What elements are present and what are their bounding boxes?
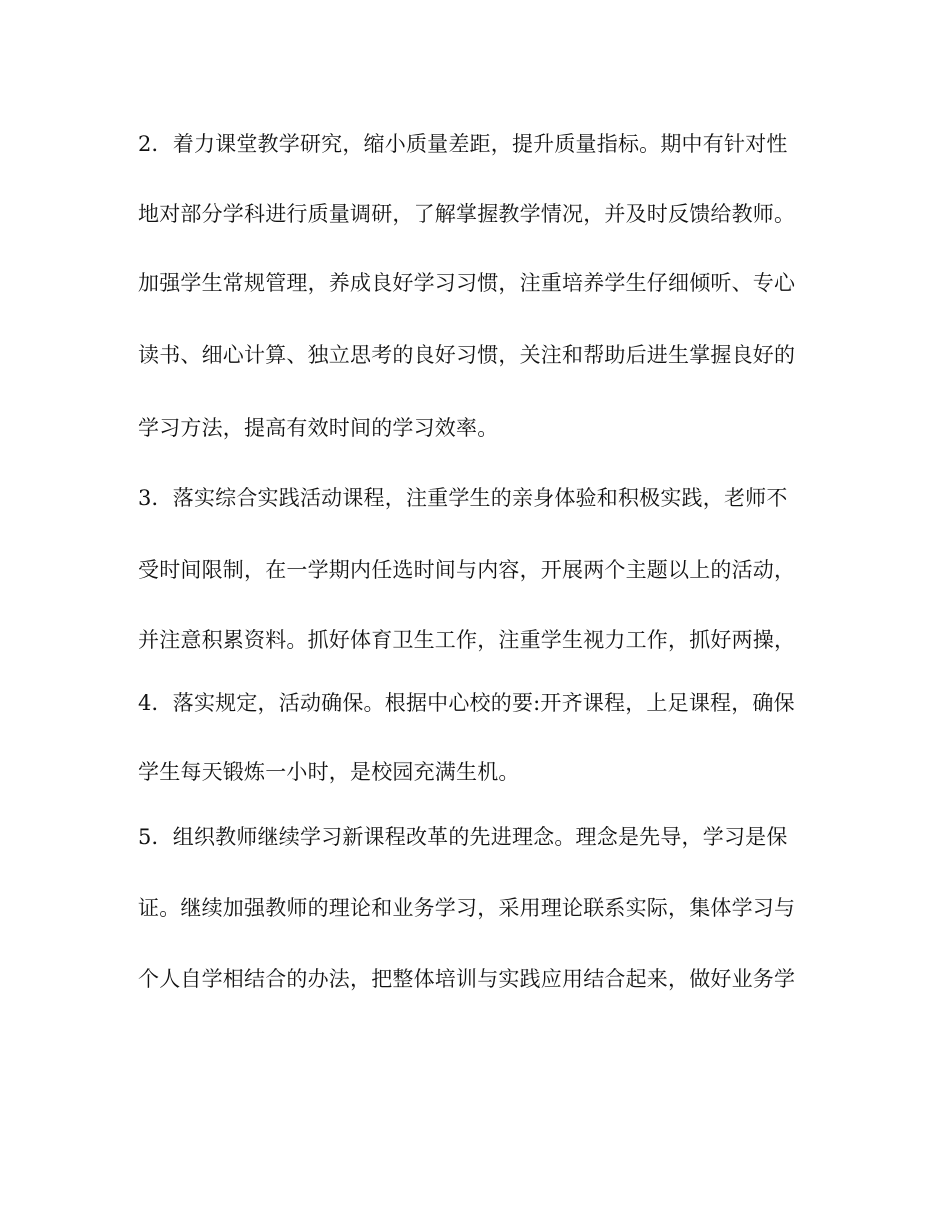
text-line: 并注意积累资料。抓好体育卫生工作，注重学生视力工作，抓好两操， — [138, 628, 796, 652]
text-line: 地对部分学科进行质量调研，了解掌握教学情况，并及时反馈给教师。 — [138, 202, 796, 226]
text-line: 加强学生常规管理，养成良好学习习惯，注重培养学生仔细倾听、专心 — [138, 271, 796, 295]
text-line: 个人自学相结合的办法，把整体培训与实践应用结合起来，做好业务学 — [138, 967, 796, 991]
text-line: 5．组织教师继续学习新课程改革的先进理念。理念是先导，学习是保 — [138, 825, 788, 849]
text-line: 证。继续加强教师的理论和业务学习，采用理论联系实际，集体学习与 — [138, 896, 796, 920]
text-line: 学习方法，提高有效时间的学习效率。 — [138, 416, 499, 440]
text-line: 3．落实综合实践活动课程，注重学生的亲身体验和积极实践，老师不 — [138, 486, 788, 510]
text-line: 读书、细心计算、独立思考的良好习惯，关注和帮助后进生掌握良好的 — [138, 343, 796, 367]
text-line: 受时间限制，在一学期内任选时间与内容，开展两个主题以上的活动， — [138, 558, 796, 582]
text-line: 2．着力课堂教学研究，缩小质量差距，提升质量指标。期中有针对性 — [138, 132, 788, 156]
text-line: 学生每天锻炼一小时，是校园充满生机。 — [138, 760, 520, 784]
text-line: 4．落实规定，活动确保。根据中心校的要:开齐课程，上足课程，确保 — [138, 691, 795, 715]
